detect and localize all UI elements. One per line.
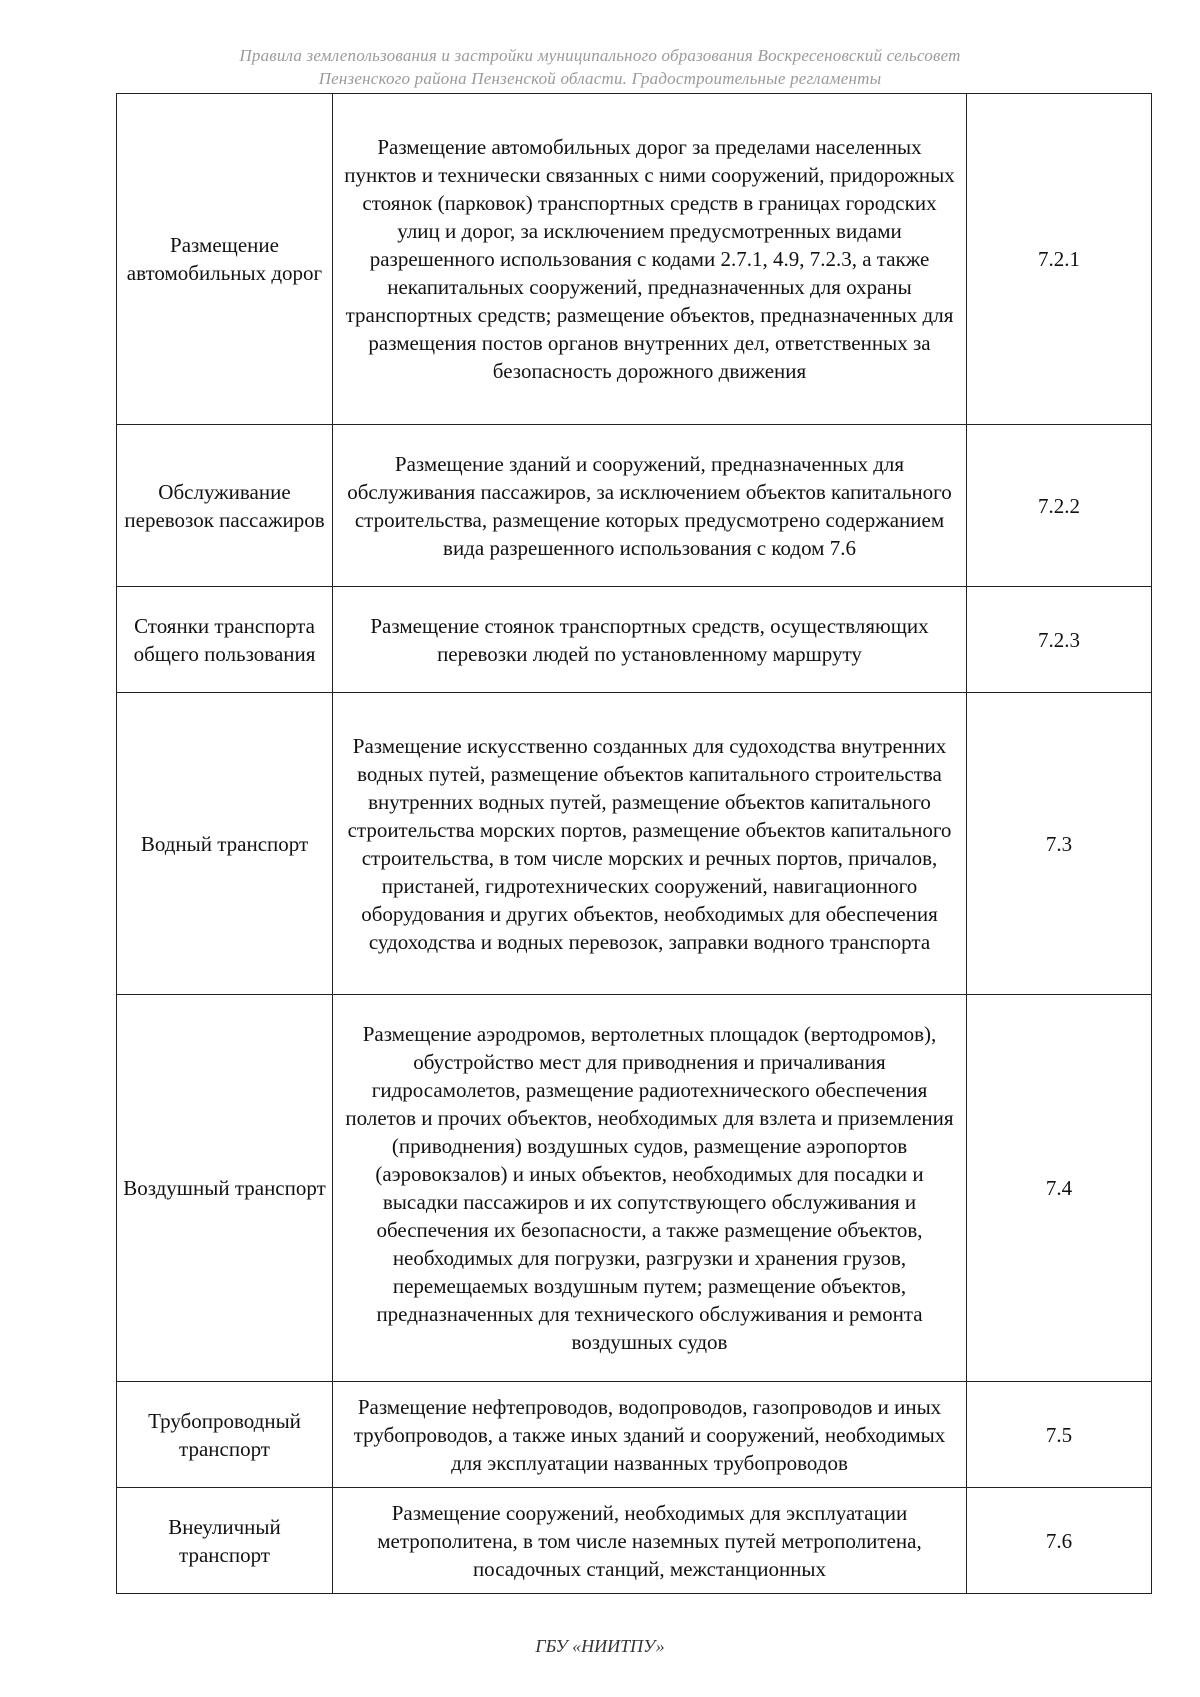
header-line-1: Правила землепользования и застройки муниципального образования Воскресеновский сельсовет xyxy=(239,46,961,65)
use-code-cell: 7.2.2 xyxy=(967,425,1152,587)
use-name-cell: Воздушный транспорт xyxy=(117,995,333,1382)
use-name-cell: Трубопроводный транспорт xyxy=(117,1382,333,1488)
use-code-cell: 7.6 xyxy=(967,1488,1152,1594)
page-header xyxy=(150,44,1050,90)
use-description-cell: Размещение аэродромов, вертолетных площадок (вертодромов), обустройство мест для приводнения и причаливания гидросамолетов, размещение радиотехнического обеспечения полетов и прочих объектов, необходимых для взлета и приземления (приводнения) воздушных судов, размещение аэропортов (аэровокзалов) и иных объектов, необходимых для посадки и высадки пассажиров и их сопутствующего обслуживания и обеспечения их безопасности, а также размещение объектов, необходимых для погрузки, разгрузки и хранения грузов, перемещаемых воздушным путем; размещение объектов, предназначенных для технического обслуживания и ремонта воздушных судов xyxy=(333,995,967,1382)
table-row xyxy=(117,425,1152,587)
use-name-cell: Размещение автомобильных дорог xyxy=(117,94,333,425)
table-row xyxy=(117,1382,1152,1488)
use-description-cell: Размещение сооружений, необходимых для эксплуатации метрополитена, в том числе наземных путей метрополитена, посадочных станций, межстанционных xyxy=(333,1488,967,1594)
land-use-table xyxy=(116,93,1152,1594)
use-code-cell: 7.2.1 xyxy=(967,94,1152,425)
header-line-2: Пензенского района Пензенской области. Градостроительные регламенты xyxy=(318,69,882,88)
use-code-cell: 7.4 xyxy=(967,995,1152,1382)
use-name-cell: Водный транспорт xyxy=(117,693,333,995)
table-row xyxy=(117,94,1152,425)
use-name-cell: Обслуживание перевозок пассажиров xyxy=(117,425,333,587)
table-row xyxy=(117,587,1152,693)
table-row xyxy=(117,1488,1152,1594)
use-name-cell: Стоянки транспорта общего пользования xyxy=(117,587,333,693)
page-footer: ГБУ «НИИТПУ» xyxy=(535,1636,665,1656)
use-name-cell: Внеуличный транспорт xyxy=(117,1488,333,1594)
use-description-cell: Размещение искусственно созданных для судоходства внутренних водных путей, размещение объектов капитального строительства внутренних водных путей, размещение объектов капитального строительства морских портов, размещение объектов капитального строительства, в том числе морских и речных портов, причалов, пристаней, гидротехнических сооружений, навигационного оборудования и других объектов, необходимых для обеспечения судоходства и водных перевозок, заправки водного транспорта xyxy=(333,693,967,995)
table-row xyxy=(117,693,1152,995)
use-description-cell: Размещение зданий и сооружений, предназначенных для обслуживания пассажиров, за исключением объектов капитального строительства, размещение которых предусмотрено содержанием вида разрешенного использования с кодом 7.6 xyxy=(333,425,967,587)
use-description-cell: Размещение стоянок транспортных средств, осуществляющих перевозки людей по установленному маршруту xyxy=(333,587,967,693)
use-description-cell: Размещение автомобильных дорог за пределами населенных пунктов и технически связанных с ними сооружений, придорожных стоянок (парковок) транспортных средств в границах городских улиц и дорог, за исключением предусмотренных видами разрешенного использования с кодами 2.7.1, 4.9, 7.2.3, а также некапитальных сооружений, предназначенных для охраны транспортных средств; размещение объектов, предназначенных для размещения постов органов внутренних дел, ответственных за безопасность дорожного движения xyxy=(333,94,967,425)
use-description-cell: Размещение нефтепроводов, водопроводов, газопроводов и иных трубопроводов, а также иных зданий и сооружений, необходимых для эксплуатации названных трубопроводов xyxy=(333,1382,967,1488)
use-code-cell: 7.5 xyxy=(967,1382,1152,1488)
use-code-cell: 7.3 xyxy=(967,693,1152,995)
use-code-cell: 7.2.3 xyxy=(967,587,1152,693)
table-row xyxy=(117,995,1152,1382)
